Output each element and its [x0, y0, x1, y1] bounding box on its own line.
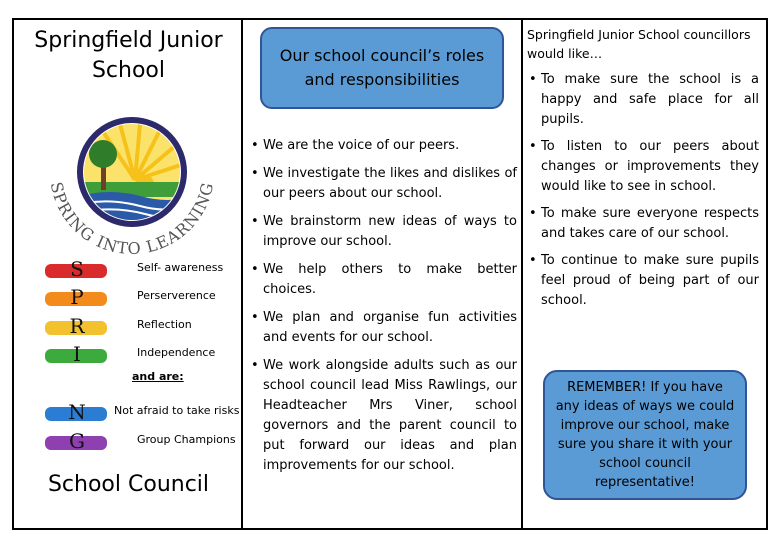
spring-word: Perserverence: [137, 289, 216, 302]
spring-row-s: [42, 257, 242, 281]
spring-row-r: [42, 314, 242, 338]
roles-heading-box: [260, 27, 504, 109]
list-item: • To make sure the school is a happy and safe place for all pupils.: [527, 70, 759, 130]
aims-list: [527, 70, 759, 318]
spring-word: Independence: [137, 346, 216, 359]
list-item: • To continue to make sure pupils feel proud of being part of our school.: [527, 251, 759, 311]
roles-list: [249, 136, 517, 484]
spring-row-p: [42, 285, 242, 309]
remember-text: REMEMBER! If you have any ideas of ways we could improve our school, make sure you share it with your school council representative!: [555, 380, 735, 490]
spring-row-n: [42, 400, 242, 424]
and-are-label: and are:: [132, 370, 184, 383]
spring-row-i: [42, 342, 242, 366]
spring-letter: R: [69, 314, 85, 338]
middle-panel: [243, 20, 523, 528]
list-item: • We investigate the likes and dislikes of our peers about our school.: [249, 164, 517, 204]
left-panel: [14, 20, 243, 528]
list-item: • To make sure everyone respects and takes care of our school.: [527, 204, 759, 244]
spring-word: Group Champions: [137, 433, 236, 446]
spring-letter: I: [73, 342, 81, 366]
spring-letter: P: [70, 285, 84, 309]
school-name: Springfield Junior School: [34, 28, 223, 83]
spring-letter: N: [68, 400, 86, 424]
school-council-title: School Council: [47, 472, 210, 497]
remember-box: [543, 370, 747, 500]
list-item: • We plan and organise fun activities and events for our school.: [249, 308, 517, 348]
list-item: • We are the voice of our peers.: [249, 136, 517, 156]
spring-letter: G: [69, 429, 85, 453]
logo-motto: SPRING INTO LEARNING: [46, 180, 218, 259]
spring-word: Self- awareness: [137, 261, 224, 274]
list-item: • We brainstorm new ideas of ways to improve our school.: [249, 212, 517, 252]
councillors-intro: Springfield Junior School councillors would like…: [527, 27, 751, 61]
school-logo: [40, 112, 220, 262]
spring-row-g: [42, 429, 242, 453]
leaflet-frame: [12, 18, 768, 530]
spring-word: Not afraid to take risks: [114, 404, 240, 417]
list-item: • We help others to make better choices.: [249, 260, 517, 300]
list-item: • We work alongside adults such as our school council lead Miss Rawlings, our Headteacher Mrs Viner, school governors and the parent council to put forward our ideas and plan improvements for our school.: [249, 356, 517, 476]
right-panel: [523, 20, 766, 528]
list-item: • To listen to our peers about changes or improvements they would like to see in school.: [527, 137, 759, 197]
spring-word: Reflection: [137, 318, 192, 331]
roles-heading: Our school council’s roles and responsibilities: [279, 46, 485, 89]
spring-letter: S: [70, 257, 84, 281]
